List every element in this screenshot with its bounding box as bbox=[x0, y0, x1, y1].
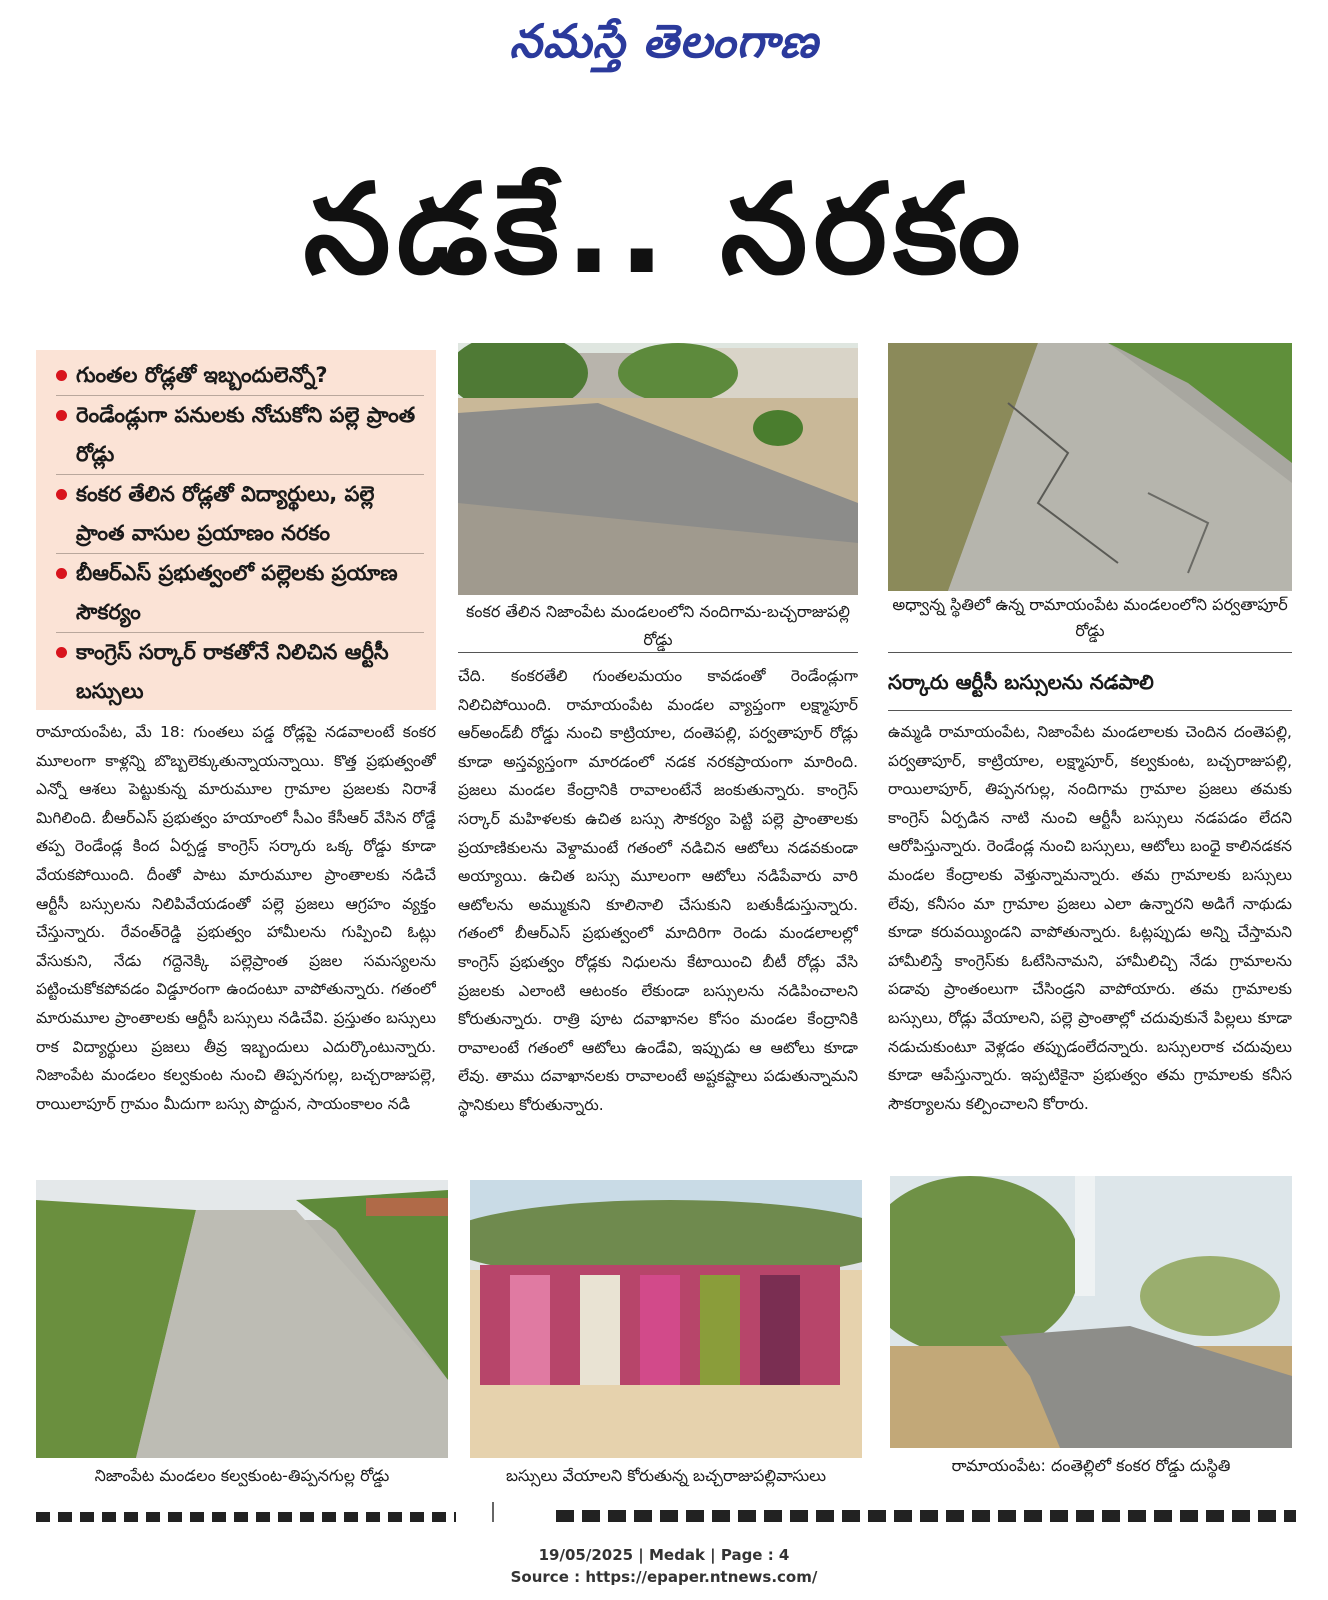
subheading: సర్కారు ఆర్టీసీ బస్సులను నడపాలి bbox=[888, 670, 1154, 694]
article-column-2: చేది. కంకరతేలి గుంతలమయం కావడంతో రెండేండ్లుగా నిలిచిపోయింది. రామాయంపేట మండల వ్యాప్తంగా లక్ష్మాపూర్ ఆర్‌అండ్‌బీ రోడ్డు నుంచి కాట్రియాల, దంతెపల్లి, పర్వతాపూర్ రోడ్లు కూడా అస్తవ్యస్తంగా మారడంలో నడక నరకప్రాయంగా మారింది. ప్రజలు మండల కేంద్రానికి రావాలంటేనే జంకుతున్నారు. కాంగ్రెస్ సర్కార్ మహిళలకు ఉచిత బస్సు సౌకర్యం పెట్టి పల్లె ప్రాంతాలకు ప్రయాణికులను వెళ్దామంటే గతంలో నడిచిన ఆటోలు నడవకుండా అయ్యాయి. ఉచిత బస్సు మూలంగా ఆటోలు నడిపేవారు వారి ఆటోలను అమ్ముకుని కూలినాలి చేసుకుని బతుకీడుస్తున్నారు. గతంలో బీఆర్ఎస్ ప్రభుత్వంలో మాదిరిగా రెండు మండలాలల్లో కాంగ్రెస్ ప్రభుత్వం రోడ్లకు నిధులను కేటాయించి బీటీ రోడ్లు వేసి ప్రజలకు ఎలాంటి ఆటంకం లేకుండా బస్సులను నడిపించాలని కోరుతున్నారు. రాత్రి పూట దవాఖానల కోసం మండల కేంద్రానికి రావాలంటే గతంలో ఆటోలు ఉండేవి, ఇప్పుడు ఆ ఆటోలు కూడా లేవు. తాము దవాఖానలకు రావాలంటే అష్టకష్టాలు పడుతున్నామని స్థానికులు కోరుతున్నారు. bbox=[458, 667, 858, 1114]
masthead-logo: నమస్తే తెలంగాణ bbox=[509, 14, 819, 68]
caption-photo4: బస్సులు వేయాలని కోరుతున్న బచ్చరాజుపల్లివాసులు bbox=[505, 1466, 827, 1485]
highlights-list bbox=[36, 350, 436, 711]
highlight-item: రెండేండ్లుగా పనులకు నోచుకోని పల్లె ప్రాంత రోడ్లు bbox=[56, 396, 424, 475]
bullet-dot-icon bbox=[56, 568, 67, 579]
group-photo-icon bbox=[470, 1180, 862, 1458]
photo-parvathapur-road bbox=[888, 343, 1292, 591]
bullet-dot-icon bbox=[56, 647, 67, 658]
highlight-item: బీఆర్ఎస్ ప్రభుత్వంలో పల్లెలకు ప్రయాణ సౌకర్యం bbox=[56, 554, 424, 633]
caption-photo3: నిజాంపేట మండలం కల్వకుంట-తిప్పనగుల్ల రోడ్డు bbox=[94, 1466, 390, 1485]
photo-kalvakunta-road bbox=[36, 1180, 448, 1458]
highlight-item: గుంతల రోడ్లతో ఇబ్బందులెన్నో? bbox=[56, 356, 424, 396]
caption-photo5: రామాయంపేట: దంతెల్లిలో కంకర రోడ్డు దుస్థితి bbox=[951, 1456, 1231, 1475]
cut-headline-fragment bbox=[556, 1510, 1296, 1522]
bullet-dot-icon bbox=[56, 489, 67, 500]
bullet-dot-icon bbox=[56, 370, 67, 381]
caption-photo1: కంకర తేలిన నిజాంపేట మండలంలోని నందిగామ-బచ్చరాజుపల్లి రోడ్డు bbox=[466, 602, 850, 649]
photo-danthepalli-road bbox=[890, 1176, 1292, 1448]
road-photo-icon bbox=[888, 343, 1292, 591]
column-rule bbox=[458, 652, 858, 653]
headline: నడకే.. నరకం bbox=[303, 158, 1027, 302]
subheading-rule bbox=[888, 710, 1292, 711]
bullet-dot-icon bbox=[56, 410, 67, 421]
article-column-3: ఉమ్మడి రామాయంపేట, నిజాంపేట మండలాలకు చెందిన దంతెపల్లి, పర్వతాపూర్, కాట్రియాల, లక్ష్మాపూర్, కల్వకుంట, బచ్చరాజుపల్లి, రాయిలాపూర్, తిప్పనగుల్ల, నందిగామ గ్రామాల ప్రజలు తమకు కాంగ్రెస్ ఏర్పడిన నాటి నుంచి ఆర్టీసీ బస్సులు నడపడం లేదని ఆరోపిస్తున్నారు. రెండేండ్ల నుంచి బస్సులు, ఆటోలు బంధై కాలినడకన మండల కేంద్రాలకు వెళ్తున్నామన్నారు. తమ గ్రామాలకు బస్సులు లేవు, కనీసం మా గ్రామాల ప్రజలు ఎలా ఉన్నారని అడిగే నాథుడు కూడా కరువయ్యిండని వాపోతున్నారు. ఓట్లప్పుడు అన్ని చేస్తామని హామీలిస్తే కాంగ్రెస్‌కు ఓటేసినామని, హామీలిచ్చి నేడు గ్రామాలను పడావు ప్రాంతంలుగా చేసిండ్రని వాపోయారు. తమ గ్రామాలకు బస్సులు, రోడ్లు వేయాలని, పల్లె ప్రాంతాల్లో చదువుకునే పిల్లలు కూడా నడుచుకుంటూ వెళ్లడం తప్పుడంలేదన్నారు. బస్సులరాక చదువులు కూడా ఆపేస్తున్నారు. ఇప్పటికైనా ప్రభుత్వం తమ గ్రామాలకు కనీస సౌకర్యాలను కల్పించాలని కోరారు. bbox=[888, 723, 1292, 1113]
caption-photo2: అధ్వాన్న స్థితిలో ఉన్న రామాయంపేట మండలంలోని పర్వతాపూర్ రోడ్డు bbox=[892, 595, 1288, 640]
cut-headline-fragment bbox=[36, 1512, 456, 1522]
column-rule bbox=[888, 652, 1292, 653]
footer-date-page: 19/05/2025 | Medak | Page : 4 bbox=[538, 1546, 790, 1564]
highlight-item: కంకర తేలిన రోడ్లతో విద్యార్థులు, పల్లె ప్రాంత వాసుల ప్రయాణం నరకం bbox=[56, 475, 424, 554]
column-rule bbox=[492, 1502, 494, 1522]
next-article-cut-edge bbox=[36, 1502, 1296, 1522]
photo-villagers-group bbox=[470, 1180, 862, 1458]
road-photo-icon bbox=[890, 1176, 1292, 1448]
highlights-box bbox=[36, 350, 436, 710]
highlight-item: కాంగ్రెస్ సర్కార్ రాకతోనే నిలిచిన ఆర్టీసీ బస్సులు bbox=[56, 633, 424, 711]
road-photo-icon bbox=[36, 1180, 448, 1458]
road-photo-icon bbox=[458, 343, 858, 595]
photo-nandigama-road bbox=[458, 343, 858, 595]
article-column-1: రామాయంపేట, మే 18: గుంతలు పడ్డ రోడ్లపై నడవాలంటే కంకర మూలంగా కాళ్లన్ని బొబ్బలెక్కుతున్నాయన్నాయి. కొత్త ప్రభుత్వంతో ఎన్నో ఆశలు పెట్టుకున్న మారుమూల గ్రామాల ప్రజలకు నిరాశే మిగిలింది. బీఆర్ఎస్ ప్రభుత్వం హయాంలో సీఎం కేసీఆర్ వేసిన రోడ్డే తప్ప రెండేండ్ల కింద ఏర్పడ్డ కాంగ్రెస్ సర్కారు ఒక్క రోడ్డు కూడా వేయకపోయింది. దీంతో పాటు మారుమూల ప్రాంతాలకు నడిచే ఆర్టీసీ బస్సులను నిలిపివేయడంతో పల్లె ప్రజలు ఆగ్రహం వ్యక్తం చేస్తున్నారు. రేవంత్‌రెడ్డి ప్రభుత్వం హామీలను గుప్పించి ఓట్లు వేసుకుని, నేడు గద్దెనెక్కి పల్లెప్రాంత ప్రజల సమస్యలను పట్టించుకోకపోవడం విడ్డూరంగా ఉందంటూ వాపోతున్నారు. గతంలో మారుమూల ప్రాంతాలకు ఆర్టీసీ బస్సులు నడిచేవి. ప్రస్తుతం బస్సులు రాక విద్యార్థులు ప్రజలు తీవ్ర ఇబ్బందులు ఎదుర్కొంటున్నారు. నిజాంపేట మండలం కల్వకుంట నుంచి తిప్పనగుల్ల, బచ్చరాజుపల్లె, రాయిలాపూర్ గ్రామం మీదుగా బస్సు పొద్దున, సాయంకాలం నడి bbox=[36, 723, 436, 1113]
footer-source: Source : https://epaper.ntnews.com/ bbox=[510, 1568, 818, 1586]
